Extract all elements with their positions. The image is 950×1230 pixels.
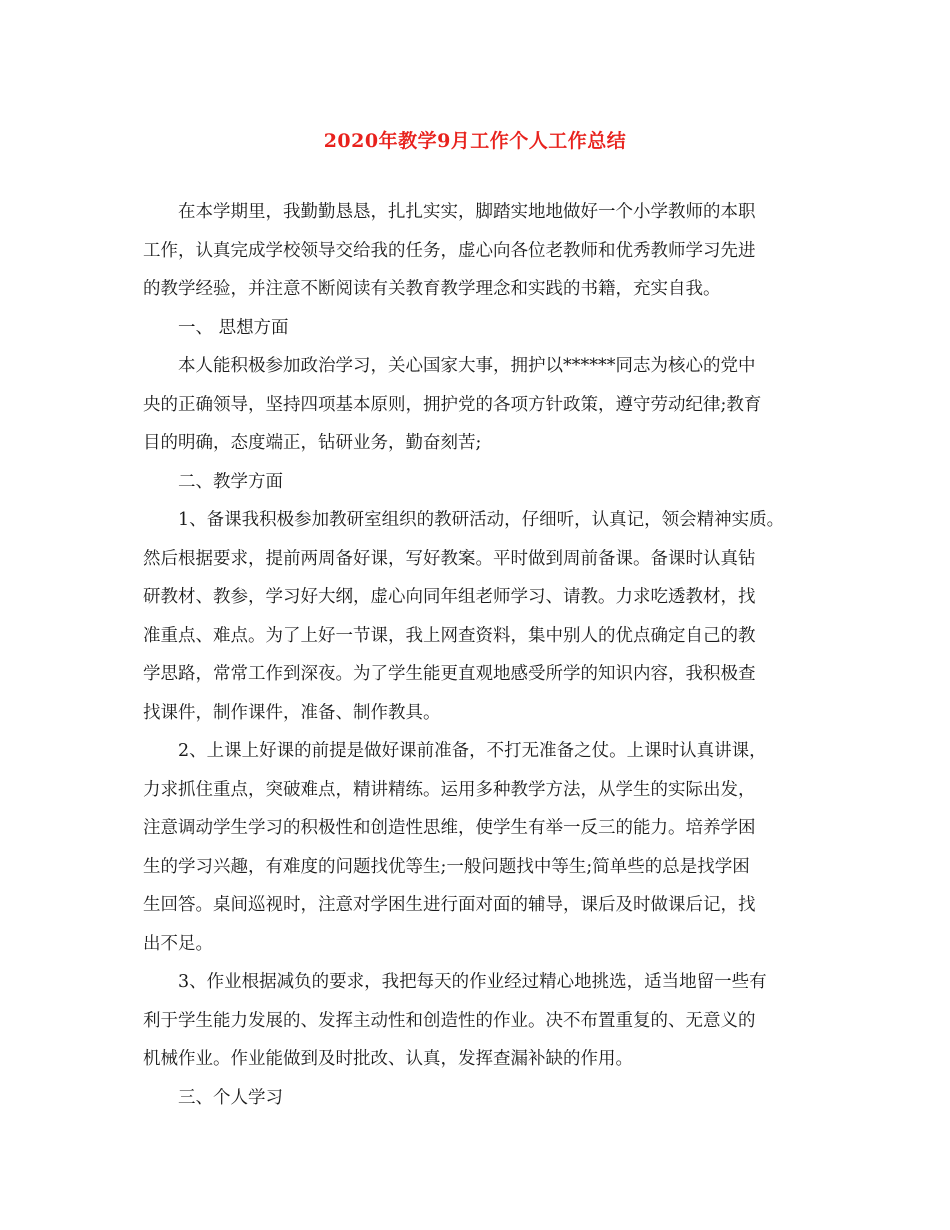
text-line: 研教材、教参，学习好大纲，虚心向同年组老师学习、请教。力求吃透教材，找 <box>143 587 756 607</box>
text-line: 找课件，制作课件，准备、制作教具。 <box>143 702 441 723</box>
text-line: 学思路，常常工作到深夜。为了学生能更直观地感受所学的知识内容，我积极查 <box>143 664 756 684</box>
text-line: 准重点、难点。为了上好一节课，我上网查资料，集中别人的优点确定自己的教 <box>143 625 756 646</box>
text-line: 在本学期里，我勤勤恳恳，扎扎实实，脚踏实地地做好一个小学教师的本职 <box>178 202 756 222</box>
text-line: 二、教学方面 <box>178 471 283 492</box>
text-line: 工作，认真完成学校领导交给我的任务，虚心向各位老教师和优秀教师学习先进 <box>143 240 756 261</box>
text-line: 目的明确，态度端正，钻研业务，勤奋刻苦; <box>143 433 482 453</box>
text-line: 一、 思想方面 <box>178 317 289 338</box>
document-title: 2020年教学9月工作个人工作总结 <box>323 130 627 152</box>
text-line: 生回答。桌间巡视时，注意对学困生进行面对面的辅导，课后及时做课后记，找 <box>143 895 756 915</box>
text-line: 2、上课上好课的前提是做好课前准备，不打无准备之仗。上课时认真讲课， <box>178 741 767 761</box>
text-line: 生的学习兴趣，有难度的问题找优等生;一般问题找中等生;简单些的总是找学困 <box>143 856 750 877</box>
text-line: 注意调动学生学习的积极性和创造性思维，使学生有举一反三的能力。培养学困 <box>143 818 756 838</box>
text-line: 的教学经验，并注意不断阅读有关教育教学理念和实践的书籍，充实自我。 <box>143 279 721 299</box>
text-line: 机械作业。作业能做到及时批改、认真，发挥查漏补缺的作用。 <box>143 1049 633 1069</box>
text-line: 本人能积极参加政治学习，关心国家大事，拥护以******同志为核心的党中 <box>178 356 756 376</box>
text-line: 3、作业根据减负的要求，我把每天的作业经过精心地挑选，适当地留一些有 <box>178 972 767 992</box>
text-line: 1、备课我积极参加教研室组织的教研活动，仔细听，认真记，领会精神实质。 <box>178 510 785 530</box>
text-line: 出不足。 <box>143 933 213 954</box>
text-line: 三、个人学习 <box>178 1087 283 1108</box>
text-line: 然后根据要求，提前两周备好课，写好教案。平时做到周前备课。备课时认真钻 <box>143 548 756 569</box>
text-line: 力求抓住重点，突破难点，精讲精练。运用多种教学方法，从学生的实际出发， <box>143 779 756 800</box>
text-line: 利于学生能力发展的、发挥主动性和创造性的作业。决不布置重复的、无意义的 <box>143 1010 756 1031</box>
document-body <box>143 193 815 1117</box>
text-line: 央的正确领导，坚持四项基本原则，拥护党的各项方针政策，遵守劳动纪律;教育 <box>143 394 762 415</box>
